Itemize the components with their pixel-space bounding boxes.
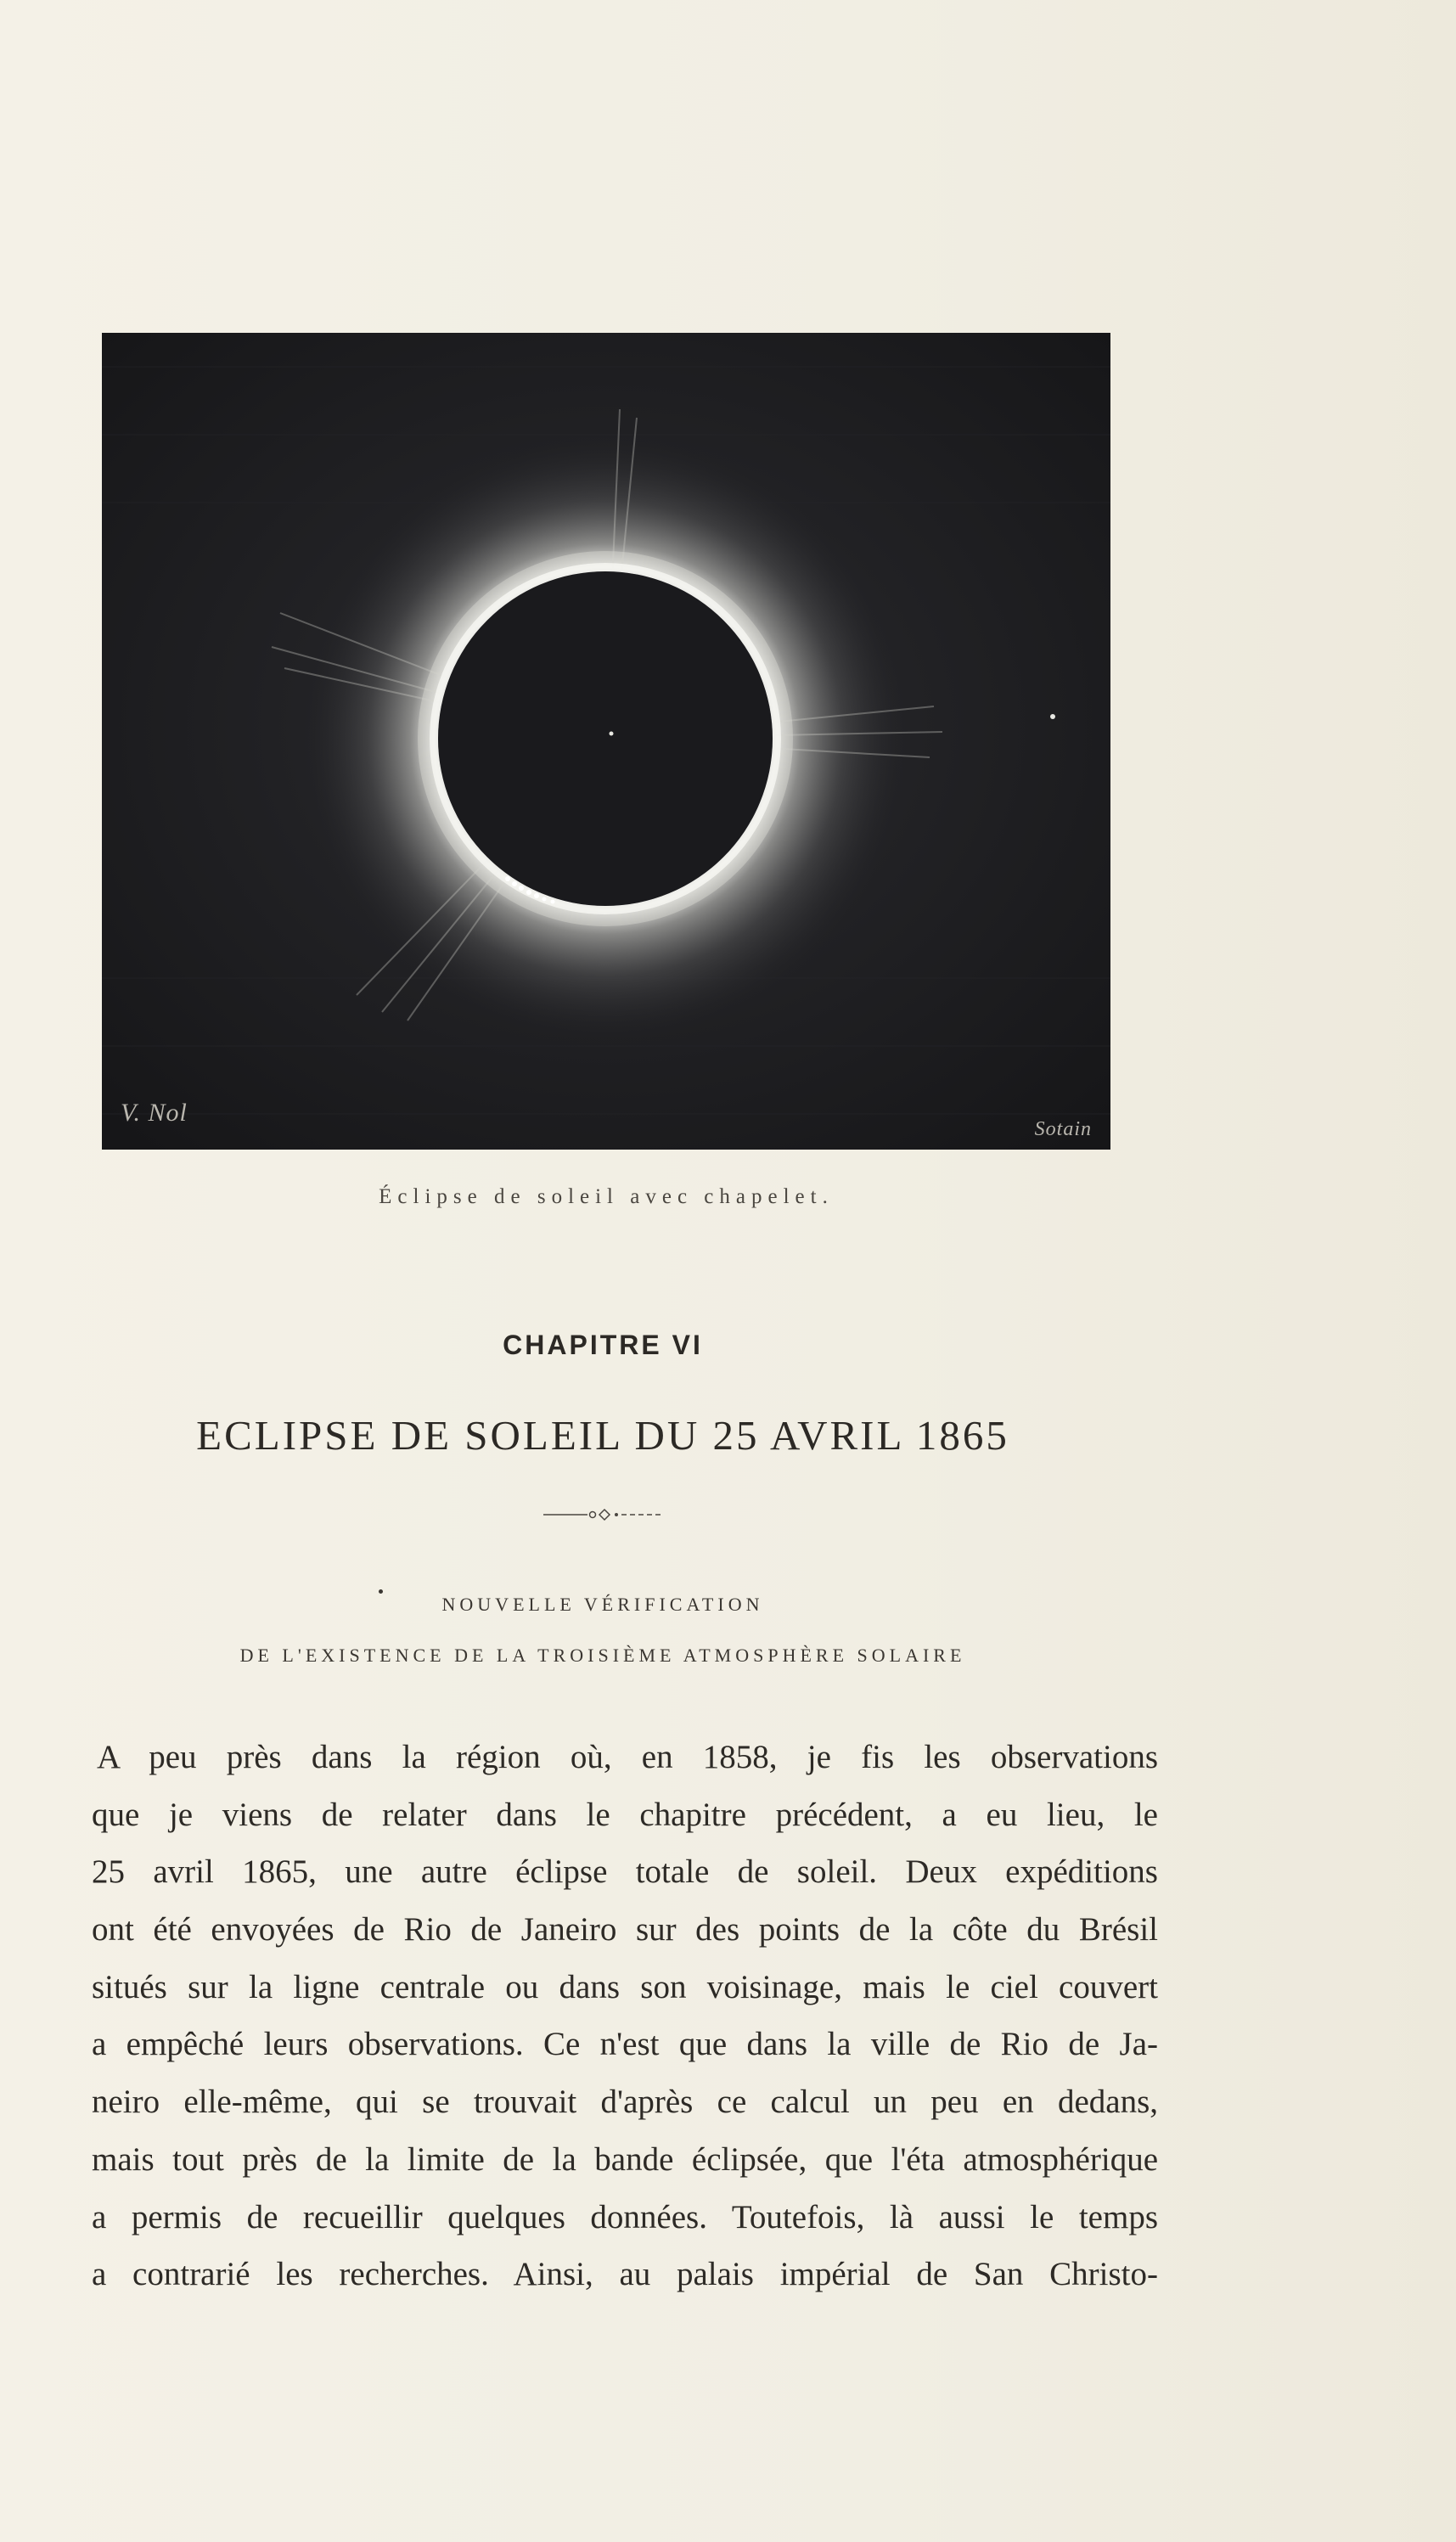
body-line: situés sur la ligne centrale ou dans son voisinage, mais le ciel couvert bbox=[92, 1968, 1158, 2005]
chapter-number: CHAPITRE VI bbox=[503, 1330, 703, 1360]
ornament-divider bbox=[543, 1508, 662, 1521]
body-line: a contrarié les recherches. Ainsi, au palais impérial de San Christo- bbox=[92, 2256, 1158, 2293]
moon-disk bbox=[438, 571, 773, 906]
body-line: mais tout près de la limite de la bande éclipsée, que l'éta atmosphérique bbox=[92, 2140, 1158, 2178]
body-line: a empêché leurs observations. Ce n'est que dans la ville de Rio de Ja- bbox=[92, 2026, 1158, 2063]
body-line: que je viens de relater dans le chapitre précédent, a eu lieu, le bbox=[92, 1796, 1158, 1833]
chapter-subtitle-line2: DE L'EXISTENCE DE LA TROISIÈME ATMOSPHÈRE SOLAIRE bbox=[239, 1645, 966, 1666]
chapter-subtitle-line1: NOUVELLE VÉRIFICATION bbox=[441, 1594, 764, 1615]
body-line: ont été envoyées de Rio de Janeiro sur des points de la côte du Brésil bbox=[92, 1911, 1158, 1949]
body-line: A peu près dans la région où, en 1858, je fis les observations bbox=[97, 1739, 1158, 1775]
engraver-signature-right: Sotain bbox=[1034, 1118, 1092, 1140]
body-paragraph bbox=[92, 1729, 1158, 2303]
eclipse-illustration bbox=[102, 333, 1110, 1150]
figure-caption: Éclipse de soleil avec chapelet. bbox=[379, 1185, 834, 1208]
body-line: 25 avril 1865, une autre éclipse totale de soleil. Deux expéditions bbox=[92, 1853, 1158, 1891]
body-line: a permis de recueillir quelques données. Toutefois, là aussi le temps bbox=[92, 2198, 1158, 2235]
body-line: neiro elle-même, qui se trouvait d'après ce calcul un peu en dedans, bbox=[92, 2084, 1158, 2121]
engraver-signature-left: V. Nol bbox=[121, 1099, 188, 1127]
eclipse-engraving bbox=[102, 333, 1110, 1150]
chapter-title: ECLIPSE DE SOLEIL DU 25 AVRIL 1865 bbox=[196, 1412, 1009, 1459]
